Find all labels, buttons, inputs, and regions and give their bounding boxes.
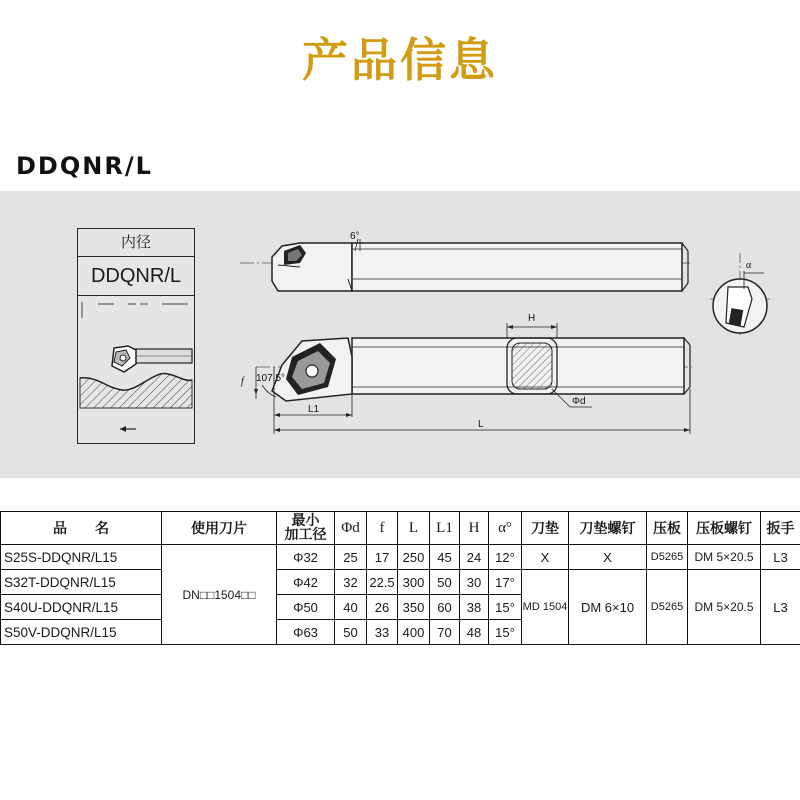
table-row — [1, 545, 800, 570]
col-wrench: 扳手 — [761, 512, 800, 545]
cell-d: 40 — [335, 595, 367, 620]
col-min-bore-line2: 加工径 — [284, 527, 327, 543]
table-header-row — [1, 512, 800, 545]
cell-h: 24 — [460, 545, 489, 570]
spec-table — [0, 511, 800, 645]
cell-l: 350 — [398, 595, 430, 620]
cell-clamp: D5265 — [647, 570, 688, 645]
cell-l: 300 — [398, 570, 430, 595]
col-insert: 使用刀片 — [162, 512, 277, 545]
label-h: H — [528, 313, 536, 324]
cell-alpha: 15° — [489, 595, 522, 620]
cell-d: 32 — [335, 570, 367, 595]
cell-l1: 70 — [430, 620, 460, 645]
cell-wrench: L3 — [761, 545, 800, 570]
cell-h: 48 — [460, 620, 489, 645]
col-l: L — [398, 512, 430, 545]
label-angle-top: 6° — [350, 231, 360, 242]
col-alpha: α° — [489, 512, 522, 545]
cell-name: S40U-DDQNR/L15 — [1, 595, 162, 620]
page-title: 产品信息 — [302, 33, 498, 87]
col-l1: L1 — [430, 512, 460, 545]
cell-f: 33 — [367, 620, 398, 645]
info-box-code: DDQNR/L — [78, 257, 194, 296]
col-shim: 刀垫 — [522, 512, 569, 545]
cell-l: 250 — [398, 545, 430, 570]
cell-alpha: 15° — [489, 620, 522, 645]
cell-min: Φ50 — [277, 595, 335, 620]
col-f: f — [367, 512, 398, 545]
cell-alpha: 12° — [489, 545, 522, 570]
cell-insert: DN□□1504□□ — [162, 545, 277, 645]
cell-clamp-screw: DM 5×20.5 — [688, 570, 761, 645]
cell-min: Φ42 — [277, 570, 335, 595]
cell-shim: X — [522, 545, 569, 570]
cell-h: 30 — [460, 570, 489, 595]
cell-name: S25S-DDQNR/L15 — [1, 545, 162, 570]
cell-d: 25 — [335, 545, 367, 570]
cell-f: 26 — [367, 595, 398, 620]
cell-f: 17 — [367, 545, 398, 570]
table-row — [1, 570, 800, 595]
cell-l1: 60 — [430, 595, 460, 620]
col-min-bore — [277, 512, 335, 545]
cell-clamp-screw: DM 5×20.5 — [688, 545, 761, 570]
label-phid: Φd — [572, 396, 586, 407]
side-view — [254, 323, 692, 434]
cell-shim-screw: DM 6×10 — [569, 570, 647, 645]
col-phid: Φd — [335, 512, 367, 545]
label-l: L — [478, 419, 484, 430]
col-clamp: 压板 — [647, 512, 688, 545]
cell-f: 22.5 — [367, 570, 398, 595]
cell-name: S50V-DDQNR/L15 — [1, 620, 162, 645]
cell-clamp: D5265 — [647, 545, 688, 570]
col-name: 品 名 — [1, 512, 162, 545]
cell-name: S32T-DDQNR/L15 — [1, 570, 162, 595]
cell-shim: MD 1504 — [522, 570, 569, 645]
cell-d: 50 — [335, 620, 367, 645]
cell-min: Φ32 — [277, 545, 335, 570]
cell-l1: 45 — [430, 545, 460, 570]
cell-l1: 50 — [430, 570, 460, 595]
cell-alpha: 17° — [489, 570, 522, 595]
tool-drawing — [0, 191, 800, 478]
cell-shim-screw: X — [569, 545, 647, 570]
label-l1: L1 — [308, 404, 320, 415]
cell-h: 38 — [460, 595, 489, 620]
col-shim-screw: 刀垫螺钉 — [569, 512, 647, 545]
cell-wrench: L3 — [761, 570, 800, 645]
col-clamp-screw: 压板螺钉 — [688, 512, 761, 545]
label-angle-alpha: α — [746, 260, 752, 271]
cell-min: Φ63 — [277, 620, 335, 645]
end-view — [710, 253, 770, 337]
label-angle-side: 107.5° — [256, 373, 286, 384]
label-f: f — [241, 376, 244, 387]
top-view — [240, 239, 690, 291]
cell-l: 400 — [398, 620, 430, 645]
model-code: DDQNR/L — [16, 152, 153, 180]
col-h: H — [460, 512, 489, 545]
col-min-bore-line1: 最小 — [291, 513, 320, 529]
info-box-caption: 内径 — [78, 229, 194, 257]
